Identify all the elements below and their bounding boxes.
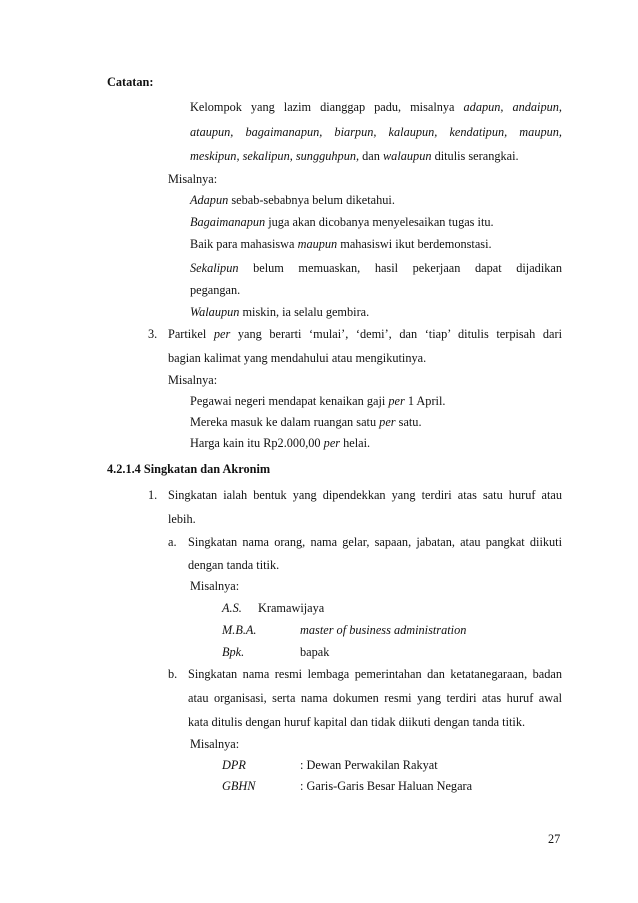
abbr-term: M.B.A. — [222, 623, 257, 637]
text-run: bagian kalimat yang mendahului atau mengikutinya. — [168, 351, 427, 365]
item3-line — [168, 326, 562, 342]
text-run: mahasiswi ikut berdemonstasi. — [337, 237, 492, 251]
example-line — [190, 414, 422, 430]
text-run: Kelompok yang lazim dianggap padu, misalnya — [190, 100, 464, 114]
item3-line — [168, 350, 426, 366]
abbr-term: A.S. — [222, 601, 242, 615]
text-run: yang berarti ‘mulai’, ‘demi’, dan ‘tiap’ ditulis terpisah dari — [230, 327, 562, 341]
abbr-term: GBHN — [222, 779, 256, 793]
text-run: 1 April. — [404, 394, 446, 408]
abbr-meaning: Kramawijaya — [258, 601, 325, 615]
abbr-meaning: master of business administration — [300, 623, 467, 637]
abbr-meaning: bapak — [300, 645, 330, 659]
catatan-line — [190, 99, 562, 115]
italic-term: meskipun, sekalipun, sungguhpun, — [190, 149, 360, 163]
example-line — [190, 214, 494, 230]
italic-term: adapun, andaipun, — [463, 100, 562, 114]
text-run: dan — [359, 149, 383, 163]
text-run: Harga kain itu Rp2.000,00 — [190, 436, 324, 450]
sublist-label: a. — [168, 535, 177, 549]
example-line — [190, 393, 445, 409]
text-run: miskin, ia selalu gembira. — [239, 305, 370, 319]
text-run: helai. — [340, 436, 371, 450]
text-run: Pegawai negeri mendapat kenaikan gaji — [190, 394, 389, 408]
a-line: dengan tanda titik. — [188, 558, 280, 572]
example-line — [190, 192, 395, 208]
example-line — [190, 282, 240, 298]
item1-line: Singkatan ialah bentuk yang dipendekkan yang terdiri atas satu huruf atau — [168, 488, 562, 502]
italic-term: ataupun, bagaimanapun, biarpun, kalaupun, kendatipun, maupun, — [190, 125, 562, 139]
misalnya-label: Misalnya: — [168, 172, 218, 186]
section-heading: 4.2.1.4 Singkatan dan Akronim — [107, 462, 271, 476]
italic-term: walaupun — [382, 149, 432, 163]
a-line: Singkatan nama orang, nama gelar, sapaan, jabatan, atau pangkat diikuti — [188, 535, 562, 549]
example-line — [190, 304, 369, 320]
example-line — [190, 236, 492, 252]
abbr-meaning: : Dewan Perwakilan Rakyat — [300, 758, 438, 772]
misalnya-label: Misalnya: — [168, 373, 218, 387]
b-line: Singkatan nama resmi lembaga pemerintahan dan ketatanegaraan, badan — [188, 667, 562, 681]
list-number: 1. — [148, 488, 158, 502]
italic-term: Bagaimanapun — [190, 215, 266, 229]
text-run: juga akan dicobanya menyelesaikan tugas itu. — [265, 215, 494, 229]
list-number: 3. — [148, 327, 158, 341]
italic-term: Walaupun — [190, 305, 240, 319]
example-line — [190, 435, 370, 451]
b-line: atau organisasi, serta nama dokumen resmi yang terdiri atas huruf awal — [188, 691, 562, 705]
text-run: Partikel — [168, 327, 214, 341]
text-run: Baik para mahasiswa — [190, 237, 298, 251]
abbr-term: DPR — [222, 758, 246, 772]
abbr-meaning: : Garis-Garis Besar Haluan Negara — [300, 779, 473, 793]
italic-term: per — [379, 415, 396, 429]
italic-term: per — [388, 394, 405, 408]
italic-term: maupun — [297, 237, 338, 251]
page-number: 27 — [548, 832, 561, 846]
catatan-line — [190, 148, 519, 164]
italic-term: per — [213, 327, 231, 341]
b-line: kata ditulis dengan huruf kapital dan tidak diikuti dengan tanda titik. — [188, 715, 526, 729]
example-line — [190, 260, 562, 276]
text-run: Mereka masuk ke dalam ruangan satu — [190, 415, 380, 429]
text-run: pegangan. — [190, 283, 241, 297]
sublist-label: b. — [168, 667, 178, 681]
text-run: satu. — [395, 415, 422, 429]
catatan-heading: Catatan: — [107, 75, 154, 89]
text-run: ditulis serangkai. — [431, 149, 519, 163]
text-run: sebab-sebabnya belum diketahui. — [228, 193, 395, 207]
italic-term: per — [323, 436, 341, 450]
italic-term: Sekalipun — [190, 261, 239, 275]
italic-term: Adapun — [190, 193, 229, 207]
catatan-line — [190, 124, 562, 140]
item1-line: lebih. — [168, 512, 196, 526]
misalnya-label: Misalnya: — [190, 737, 240, 751]
misalnya-label: Misalnya: — [190, 579, 240, 593]
text-run: belum memuaskan, hasil pekerjaan dapat dijadikan — [238, 261, 562, 275]
abbr-term: Bpk. — [222, 645, 245, 659]
